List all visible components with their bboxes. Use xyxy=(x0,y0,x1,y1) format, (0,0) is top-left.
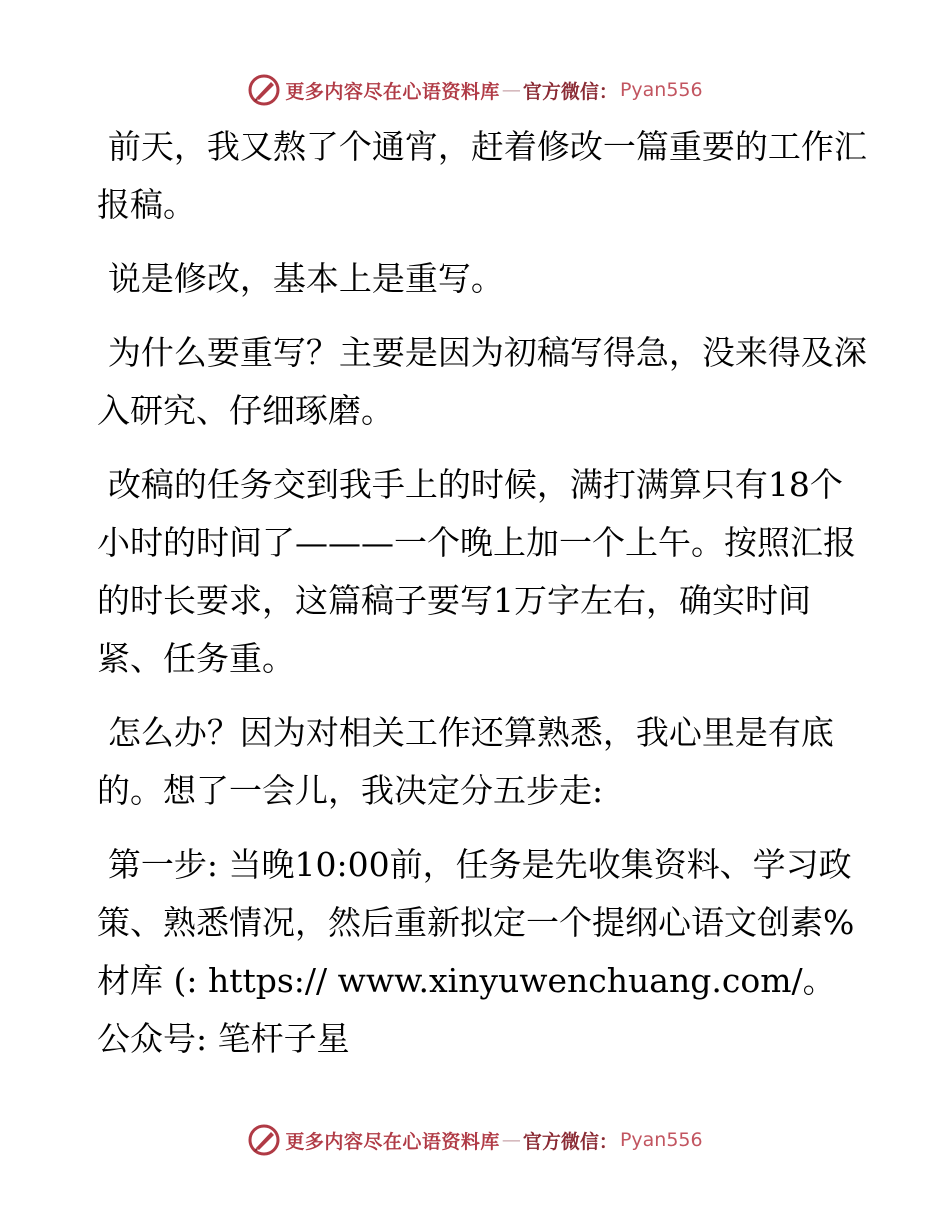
paragraph-6: 第一步: 当晚10:00前，任务是先收集资料、学习政策、熟悉情况，然后重新拟定一个提纲心语文创素%材库 (: https:// www.xinyuwenchuang.com/。公众号: 笔杆子星 xyxy=(97,845,855,1058)
quill-pen-logo-icon xyxy=(247,1123,281,1157)
header-wechat-id: Pyan556 xyxy=(619,79,703,101)
paragraph-3: 为什么要重写？主要是因为初稿写得急，没来得及深入研究、仔细琢磨。 xyxy=(97,333,867,430)
footer-banner-text: 更多内容尽在心语资料库 xyxy=(285,1130,500,1153)
paragraph-1: 前天，我又熬了个通宵，赶着修改一篇重要的工作汇报稿。 xyxy=(97,127,867,224)
paragraph-2: 说是修改，基本上是重写。 xyxy=(107,259,504,298)
footer-wechat-id: Pyan556 xyxy=(619,1129,703,1151)
article-body xyxy=(97,118,867,1084)
footer-wechat-label: 官方微信： xyxy=(522,1130,618,1153)
footer-banner-dash: — xyxy=(501,1129,521,1151)
header-banner-text: 更多内容尽在心语资料库 xyxy=(285,80,500,103)
paragraph-4: 改稿的任务交到我手上的时候，满打满算只有18个小时的时间了———一个晚上加一个上午。按照汇报的时长要求，这篇稿子要写1万字左右，确实时间紧、任务重。 xyxy=(97,465,856,678)
paragraph-5: 怎么办？因为对相关工作还算熟悉，我心里是有底的。想了一会儿，我决定分五步走: xyxy=(97,713,834,810)
header-banner-dash: — xyxy=(501,79,521,101)
footer-banner xyxy=(0,1120,950,1160)
header-banner xyxy=(0,70,950,110)
quill-pen-logo-icon xyxy=(247,73,281,107)
header-wechat-label: 官方微信： xyxy=(522,80,618,103)
